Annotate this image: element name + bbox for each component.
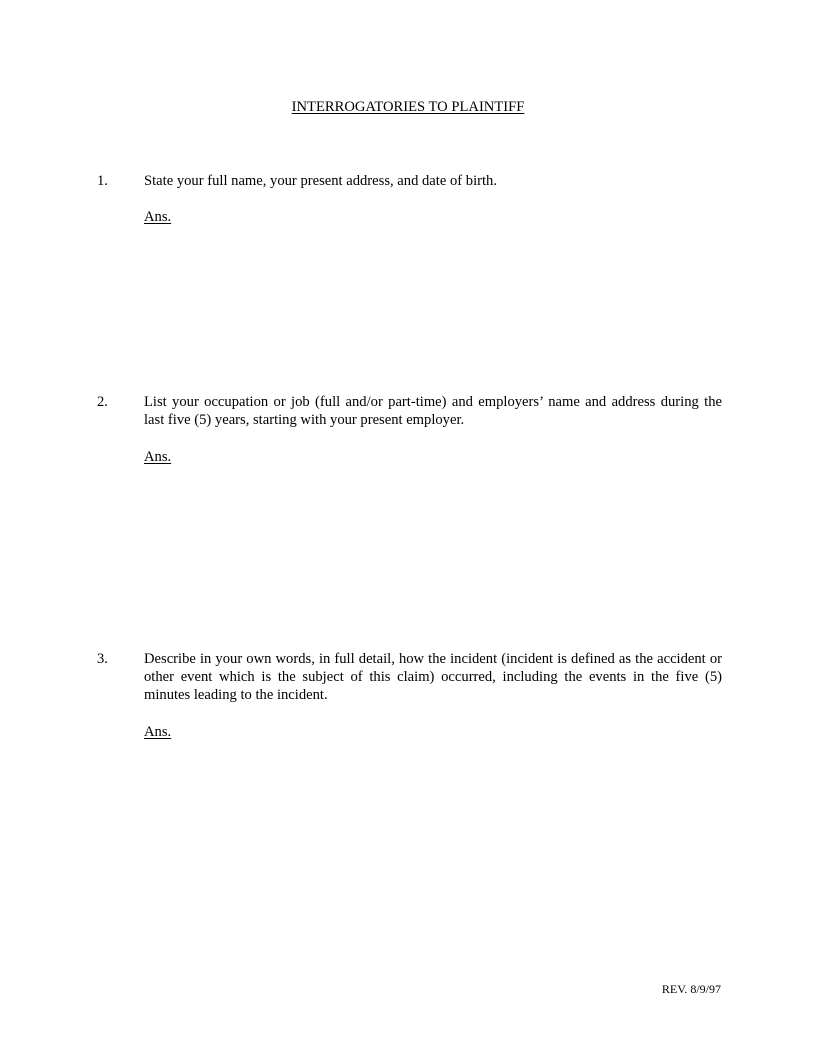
question-text: List your occupation or job (full and/or part-time) and employers’ name and address during the last five (5) years, starting with your present employer. <box>144 394 722 428</box>
document-title: INTERROGATORIES TO PLAINTIFF <box>291 99 525 115</box>
revision-footer: REV. 8/9/97 <box>661 982 721 996</box>
answer-label: Ans. <box>144 449 172 465</box>
question-number: 3. <box>97 651 108 667</box>
question-number: 2. <box>97 394 108 410</box>
question-text: State your full name, your present address, and date of birth. <box>144 173 497 189</box>
question-text: Describe in your own words, in full detail, how the incident (incident is defined as the accident or other event which is the subject of this claim) occurred, including the events in the five (5) minutes leading to the incident. <box>144 651 722 703</box>
question-number: 1. <box>97 173 108 189</box>
answer-label: Ans. <box>144 209 172 225</box>
answer-label: Ans. <box>144 724 172 740</box>
